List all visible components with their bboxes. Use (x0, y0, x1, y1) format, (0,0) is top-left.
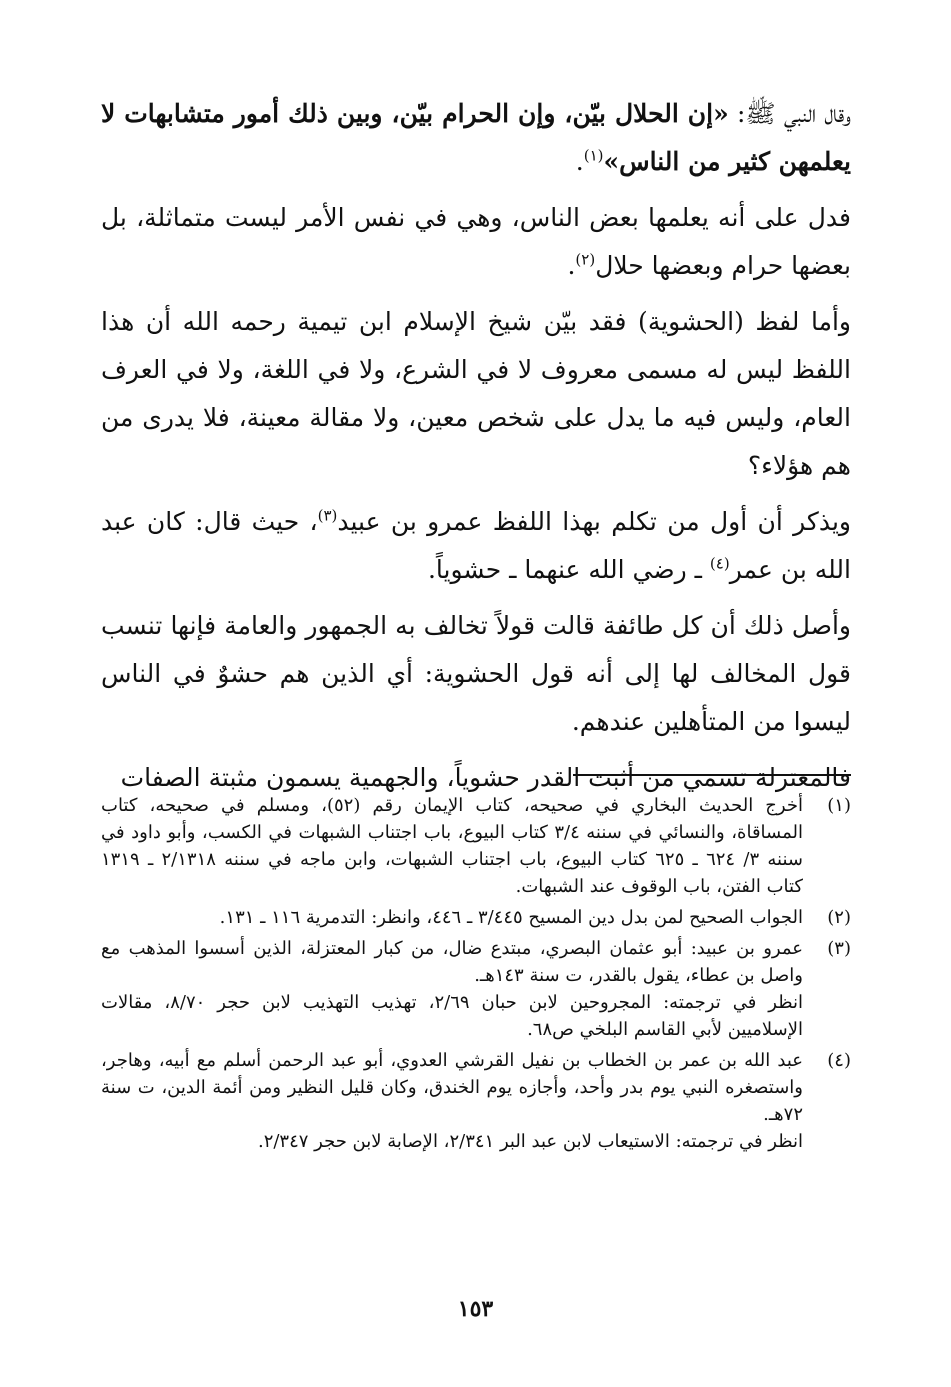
footnote-text: الجواب الصحيح لمن بدل دين المسيح ٣/٤٤٥ ـ ٤٤٦، وانظر: التدمرية ١١٦ ـ ١٣١. (219, 907, 803, 928)
footnote-ref-3[interactable]: (٣) (317, 506, 338, 525)
footnote-text: عمرو بن عبيد: أبو عثمان البصري، مبتدع ضال، من كبار المعتزلة، الذين أسسوا المذهب مع واصل بن عطاء، يقول بالقدر، ت سنة ١٤٣هـ. (101, 938, 803, 986)
footnote-2 (101, 904, 851, 931)
paragraph-5: وأصل ذلك أن كل طائفة قالت قولاً تخالف به الجمهور والعامة فإنها تنسب قول المخالف لها إلى أنه قول الحشوية: أي الذين هم حشوٌ في الناس ليسوا من المتأهلين عندهم. (101, 611, 851, 736)
footnote-number: (٤) (827, 1050, 851, 1071)
page-number: ١٥٣ (457, 1296, 494, 1322)
footnote-ref-1[interactable]: (١) (583, 146, 604, 165)
footnote-text: انظر في ترجمته: الاستيعاب لابن عبد البر ٢/٣٤١، الإصابة لابن حجر ٢/٣٤٧. (257, 1131, 803, 1152)
hadith-lead: وقال النبي ﷺ: (728, 99, 852, 128)
footnote-text: أخرج الحديث البخاري في صحيحه، كتاب الإيمان رقم (٥٢)، ومسلم في صحيحه، كتاب المساقاة، والنسائي في سننه ٣/٤ كتاب البيوع، باب اجتناب الشبهات في الكسب، وأبو داود في سننه ٣/ ٦٢٤ ـ ٦٢٥ كتاب البيوع، باب اجتناب الشبهات، وابن ماجه في سننه ٢/١٣١٨ ـ ١٣١٩ كتاب الفتن، باب الوقوف عند الشبهات. (101, 795, 803, 897)
footnote-number: (١) (827, 795, 851, 816)
footnote-number: (٢) (827, 907, 851, 928)
footnote-4 (101, 1047, 851, 1155)
main-text (101, 90, 851, 810)
paragraph-2: فدل على أنه يعلمها بعض الناس، وهي في نفس الأمر ليست متماثلة، بل بعضها حرام وبعضها حلال$^{(٢)}$. (101, 203, 851, 280)
footnotes (101, 792, 851, 1159)
paragraph-6: فالمعتزلة تسمي من أثبت القدر حشوياً، والجهمية يسمون مثبتة الصفات (120, 763, 851, 792)
hadith-quote: «إن الحلال بيّن، وإن الحرام بيّن، وبين ذلك أمور متشابهات لا يعلمهن كثير من الناس» (101, 99, 851, 176)
footnote-number: (٣) (827, 938, 851, 959)
paragraph-hadith: وقال النبي ﷺ: «إن الحلال بيّن، وإن الحرام بيّن، وبين ذلك أمور متشابهات لا يعلمهن كثير من الناس»$^{(١)}$. (101, 99, 852, 176)
footnote-ref-2[interactable]: (٢) (575, 250, 596, 269)
footnote-ref-4[interactable]: (٤) (709, 554, 730, 573)
footnote-separator (573, 774, 851, 776)
paragraph-3: وأما لفظ (الحشوية) فقد بيّن شيخ الإسلام ابن تيمية رحمه الله أن هذا اللفظ ليس له مسمى معروف لا في الشرع، ولا في اللغة، ولا في العرف العام، وليس فيه ما يدل على شخص معين، ولا مقالة معينة، فلا يدرى من هم هؤلاء؟ (101, 307, 851, 480)
paragraph-4: ويذكر أن أول من تكلم بهذا اللفظ عمرو بن عبيد$^{(٣)}$، حيث قال: كان عبد الله بن عمر$^{(٤)}$ ـ رضي الله عنهما ـ حشوياً. (101, 506, 851, 584)
footnote-text: انظر في ترجمته: المجروحين لابن حبان ٢/٦٩، تهذيب التهذيب لابن حجر ٨/٧٠، مقالات الإسلاميين لأبي القاسم البلخي ص٦٨. (101, 992, 803, 1040)
footnote-text: عبد الله بن عمر بن الخطاب بن نفيل القرشي العدوي، أبو عبد الرحمن أسلم مع أبيه، وهاجر، واستصغره النبي يوم بدر وأحد، وأجازه يوم الخندق، وكان قليل النظير ومن أئمة الدين، ت سنة ٧٢هـ. (101, 1050, 803, 1125)
footnote-1 (101, 792, 851, 900)
footnote-3 (101, 935, 851, 1043)
